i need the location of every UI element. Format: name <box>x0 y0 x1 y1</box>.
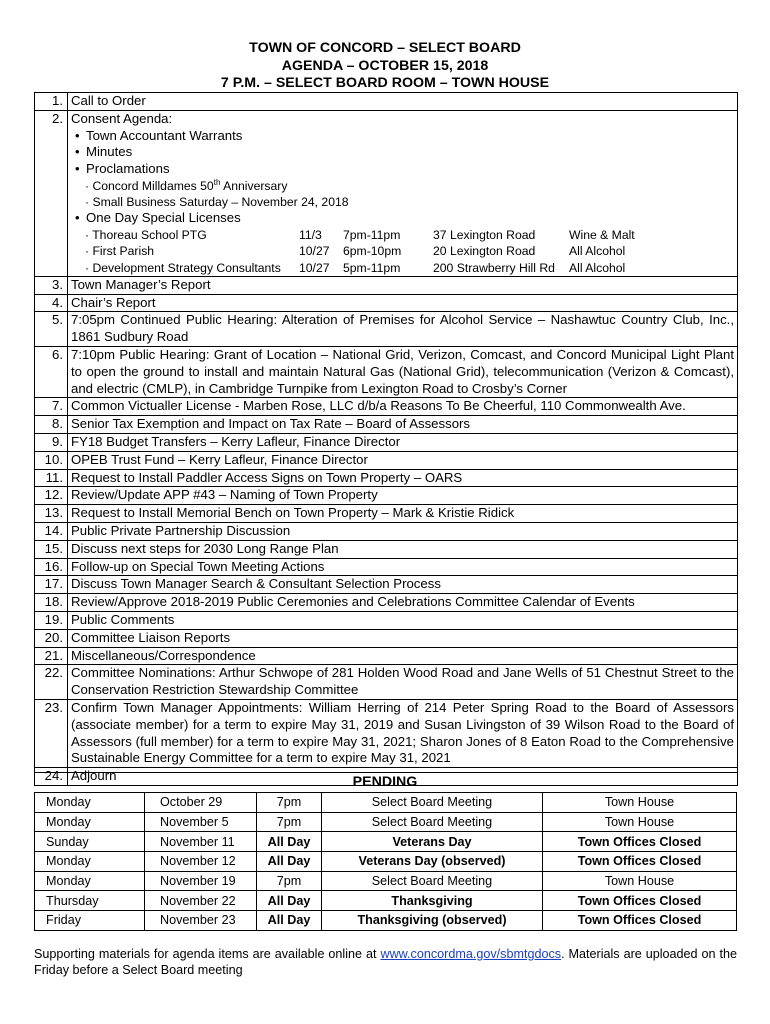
agenda-item-title: Adjourn <box>71 768 117 784</box>
agenda-item-number: 19. <box>35 611 68 629</box>
pending-row <box>35 891 737 911</box>
agenda-item-text <box>68 647 738 665</box>
pending-place: Town House <box>543 793 737 813</box>
dot-icon: · <box>85 178 90 193</box>
agenda-item-number: 18. <box>35 594 68 612</box>
agenda-item-title: Request to Install Memorial Bench on Town Property – Mark & Kristie Ridick <box>71 505 515 521</box>
pending-event: Select Board Meeting <box>322 871 543 891</box>
bullet-icon: • <box>75 144 80 160</box>
license-row <box>71 227 734 243</box>
agenda-item-text <box>68 276 738 294</box>
agenda-item-title: Public Comments <box>71 611 175 627</box>
agenda-item-title: Miscellaneous/Correspondence <box>71 647 256 663</box>
pending-divider <box>34 772 738 773</box>
pending-date: November 23 <box>145 911 257 931</box>
pending-row <box>35 852 737 872</box>
agenda-item-title: Review/Update APP #43 – Naming of Town Property <box>71 487 378 503</box>
agenda-item-text <box>68 346 738 397</box>
agenda-item-title: 7:10pm Public Hearing: Grant of Location – National Grid, Verizon, Comcast, and Concord Municipal Light Plant to open the ground to install and maintain Natural Gas (National Grid), telecommunication (Verizon & Comcast), and electric (CMLP), in Cambridge Turnpike from Lexington Road to Crosby’s Corner <box>71 346 734 396</box>
pending-time: 7pm <box>257 871 322 891</box>
agenda-item-title: Consent Agenda: <box>71 110 173 126</box>
pending-event: Select Board Meeting <box>322 812 543 832</box>
agenda-item-number: 10. <box>35 451 68 469</box>
agenda-item-text <box>68 576 738 594</box>
license-date: 10/27 <box>299 260 330 275</box>
agenda-item-text <box>68 594 738 612</box>
agenda-item-number: 2. <box>35 110 68 276</box>
agenda-item-number: 1. <box>35 93 68 111</box>
pending-row <box>35 871 737 891</box>
license-time: 6pm-10pm <box>343 244 402 259</box>
materials-link[interactable]: www.concordma.gov/sbmtgdocs <box>380 947 562 961</box>
license-name <box>85 260 299 276</box>
agenda-row <box>35 294 738 312</box>
agenda-item-text <box>68 433 738 451</box>
agenda-row <box>35 451 738 469</box>
pending-date: November 19 <box>145 871 257 891</box>
agenda-item-number: 14. <box>35 522 68 540</box>
agenda-item-title: Committee Liaison Reports <box>71 629 231 645</box>
bullet-icon: • <box>75 210 80 226</box>
agenda-item-title: 7:05pm Continued Public Hearing: Alteration of Premises for Alcohol Service – Nashawtuc Country Club, Inc., 1861 Sudbury Road <box>71 312 734 345</box>
pending-row <box>35 793 737 813</box>
pending-time: All Day <box>257 891 322 911</box>
license-address: 200 Strawberry Hill Rd <box>433 260 555 275</box>
pending-place: Town Offices Closed <box>543 852 737 872</box>
agenda-row <box>35 110 738 276</box>
pending-place: Town Offices Closed <box>543 891 737 911</box>
pending-place: Town House <box>543 812 737 832</box>
agenda-row <box>35 416 738 434</box>
agenda-row <box>35 398 738 416</box>
license-name-text: Development Strategy Consultants <box>92 260 281 275</box>
agenda-item-text <box>68 522 738 540</box>
agenda-item-number: 12. <box>35 487 68 505</box>
agenda-item-title: Town Manager’s Report <box>71 276 211 292</box>
pending-event: Thanksgiving <box>322 891 543 911</box>
agenda-item-text <box>68 540 738 558</box>
dot-icon: · <box>85 260 90 275</box>
license-time: 5pm-11pm <box>343 260 401 275</box>
license-address: 37 Lexington Road <box>433 228 536 243</box>
pending-row <box>35 911 737 931</box>
agenda-row <box>35 629 738 647</box>
pending-day: Friday <box>35 911 145 931</box>
agenda-row <box>35 276 738 294</box>
agenda-item-number: 24. <box>35 768 68 786</box>
bullet-icon: • <box>75 127 80 143</box>
agenda-item-number: 11. <box>35 469 68 487</box>
agenda-item-title: Chair’s Report <box>71 294 156 310</box>
pending-day: Sunday <box>35 832 145 852</box>
agenda-item-text <box>68 611 738 629</box>
agenda-row <box>35 487 738 505</box>
agenda-item-number: 5. <box>35 312 68 347</box>
agenda-row <box>35 558 738 576</box>
proclamation-item <box>71 178 734 194</box>
pending-date: November 22 <box>145 891 257 911</box>
agenda-item-text <box>68 451 738 469</box>
agenda-item-text <box>68 294 738 312</box>
agenda-item-text <box>68 665 738 700</box>
dot-icon: · <box>85 195 90 210</box>
pending-time: 7pm <box>257 812 322 832</box>
license-name <box>85 243 299 259</box>
footer-note <box>34 946 737 978</box>
agenda-item-text <box>68 699 738 767</box>
license-type: All Alcohol <box>569 260 626 275</box>
pending-place: Town Offices Closed <box>543 832 737 852</box>
consent-licenses <box>71 210 734 227</box>
license-name-text: First Parish <box>92 244 155 259</box>
consent-warrants <box>71 128 734 145</box>
header-town: TOWN OF CONCORD – SELECT BOARD <box>249 40 521 56</box>
pending-time: All Day <box>257 832 322 852</box>
license-name <box>85 227 299 243</box>
proclamation-item <box>71 194 734 210</box>
agenda-row <box>35 433 738 451</box>
agenda-row <box>35 576 738 594</box>
agenda-item-number: 4. <box>35 294 68 312</box>
agenda-item-title: Committee Nominations: Arthur Schwope of 281 Holden Wood Road and Jane Wells of 51 Chestnut Street to the Conservation Restriction Stewardship Committee <box>71 665 734 698</box>
pending-place: Town Offices Closed <box>543 911 737 931</box>
agenda-item-number: 6. <box>35 346 68 397</box>
agenda-item-title: Call to Order <box>71 93 146 108</box>
agenda-item-number: 20. <box>35 629 68 647</box>
license-name-text: Thoreau School PTG <box>92 228 207 243</box>
license-row <box>71 260 734 276</box>
agenda-row <box>35 647 738 665</box>
pending-day: Monday <box>35 871 145 891</box>
pending-event: Veterans Day <box>322 832 543 852</box>
agenda-row <box>35 346 738 397</box>
agenda-item-title: Common Victualler License - Marben Rose, LLC d/b/a Reasons To Be Cheerful, 110 Commonwealth Ave. <box>71 398 686 414</box>
proclamation-superscript: th <box>213 177 221 187</box>
pending-day: Monday <box>35 812 145 832</box>
agenda-item-title: FY18 Budget Transfers – Kerry Lafleur, Finance Director <box>71 433 401 449</box>
agenda-row <box>35 540 738 558</box>
agenda-item-text <box>68 469 738 487</box>
agenda-header <box>0 40 770 93</box>
agenda-item-title: Public Private Partnership Discussion <box>71 522 291 538</box>
agenda-item-number: 8. <box>35 416 68 434</box>
header-location: 7 P.M. – SELECT BOARD ROOM – TOWN HOUSE <box>220 75 550 91</box>
agenda-item-number: 23. <box>35 699 68 767</box>
agenda-row <box>35 665 738 700</box>
pending-title: PENDING <box>352 774 418 790</box>
license-time: 7pm-11pm <box>343 228 401 243</box>
license-type: Wine & Malt <box>569 228 635 243</box>
agenda-item-number: 22. <box>35 665 68 700</box>
pending-event: Select Board Meeting <box>322 793 543 813</box>
dot-icon: · <box>85 244 90 259</box>
license-address: 20 Lexington Road <box>433 244 536 259</box>
agenda-item-number: 13. <box>35 505 68 523</box>
agenda-item-number: 17. <box>35 576 68 594</box>
pending-place: Town House <box>543 871 737 891</box>
pending-event: Veterans Day (observed) <box>322 852 543 872</box>
pending-day: Monday <box>35 852 145 872</box>
agenda-item-text <box>68 312 738 347</box>
agenda-item-title: Confirm Town Manager Appointments: William Herring of 214 Peter Spring Road to the Board of Assessors (associate member) for a term to expire May 31, 2019 and Susan Livingston of 39 Wilson Road to the Board of Assessors (full member) for a term to expire May 31, 2021; Sharon Jones of 8 Eaton Road to the Comprehensive Sustainable Energy Committee for a term to expire May 31, 2021 <box>71 699 734 766</box>
agenda-row <box>35 469 738 487</box>
proclamation-anniversary: Anniversary <box>220 178 288 193</box>
agenda-row <box>35 594 738 612</box>
agenda-row <box>35 93 738 111</box>
footer-text-post: . Materials are uploaded on the Friday before a Select Board meeting <box>34 947 737 977</box>
pending-day: Thursday <box>35 891 145 911</box>
agenda-item-title: Discuss Town Manager Search & Consultant Selection Process <box>71 576 441 592</box>
agenda-item-title: Review/Approve 2018-2019 Public Ceremonies and Celebrations Committee Calendar of Events <box>71 594 635 610</box>
pending-date: November 11 <box>145 832 257 852</box>
agenda-table <box>34 92 738 786</box>
consent-warrants-label: Town Accountant Warrants <box>86 127 243 143</box>
agenda-item-number: 15. <box>35 540 68 558</box>
agenda-item-number: 3. <box>35 276 68 294</box>
consent-proclamations-label: Proclamations <box>86 161 170 177</box>
proclamation-milldames: Concord Milldames 50 <box>92 178 214 193</box>
license-date: 11/3 <box>299 228 322 243</box>
consent-licenses-label: One Day Special Licenses <box>86 210 241 226</box>
pending-row <box>35 832 737 852</box>
agenda-item-title: Senior Tax Exemption and Impact on Tax Rate – Board of Assessors <box>71 416 471 432</box>
pending-date: October 29 <box>145 793 257 813</box>
header-date: AGENDA – OCTOBER 15, 2018 <box>281 57 489 74</box>
agenda-item-number: 21. <box>35 647 68 665</box>
agenda-item-title: Request to Install Paddler Access Signs on Town Property – OARS <box>71 469 463 485</box>
agenda-item-number: 9. <box>35 433 68 451</box>
license-row <box>71 243 734 259</box>
pending-day: Monday <box>35 793 145 813</box>
agenda-item-text <box>68 629 738 647</box>
pending-row <box>35 812 737 832</box>
license-type: All Alcohol <box>569 244 626 259</box>
agenda-item-text <box>68 110 738 276</box>
agenda-item-number: 16. <box>35 558 68 576</box>
pending-date: November 12 <box>145 852 257 872</box>
bullet-icon: • <box>75 161 80 177</box>
consent-minutes <box>71 144 734 161</box>
agenda-item-title: Follow-up on Special Town Meeting Actions <box>71 558 325 574</box>
pending-time: All Day <box>257 911 322 931</box>
pending-date: November 5 <box>145 812 257 832</box>
agenda-item-text <box>68 416 738 434</box>
agenda-item-number: 7. <box>35 398 68 416</box>
agenda-item-text <box>68 558 738 576</box>
consent-proclamations <box>71 161 734 178</box>
pending-event: Thanksgiving (observed) <box>322 911 543 931</box>
pending-table <box>34 792 737 931</box>
agenda-item-text <box>68 487 738 505</box>
agenda-row <box>35 522 738 540</box>
consent-minutes-label: Minutes <box>86 144 133 160</box>
footer-text-pre: Supporting materials for agenda items are available online at <box>34 947 381 961</box>
agenda-item-text <box>68 93 738 111</box>
license-date: 10/27 <box>299 244 330 259</box>
agenda-item-title: OPEB Trust Fund – Kerry Lafleur, Finance Director <box>71 451 368 467</box>
dot-icon: · <box>85 228 90 243</box>
agenda-item-title: Discuss next steps for 2030 Long Range Plan <box>71 540 339 556</box>
agenda-row <box>35 699 738 767</box>
proclamation-small-business: Small Business Saturday – November 24, 2018 <box>92 195 349 210</box>
pending-time: 7pm <box>257 793 322 813</box>
agenda-row <box>35 312 738 347</box>
agenda-item-text <box>68 398 738 416</box>
agenda-row <box>35 505 738 523</box>
agenda-row <box>35 611 738 629</box>
agenda-item-text <box>68 505 738 523</box>
pending-time: All Day <box>257 852 322 872</box>
